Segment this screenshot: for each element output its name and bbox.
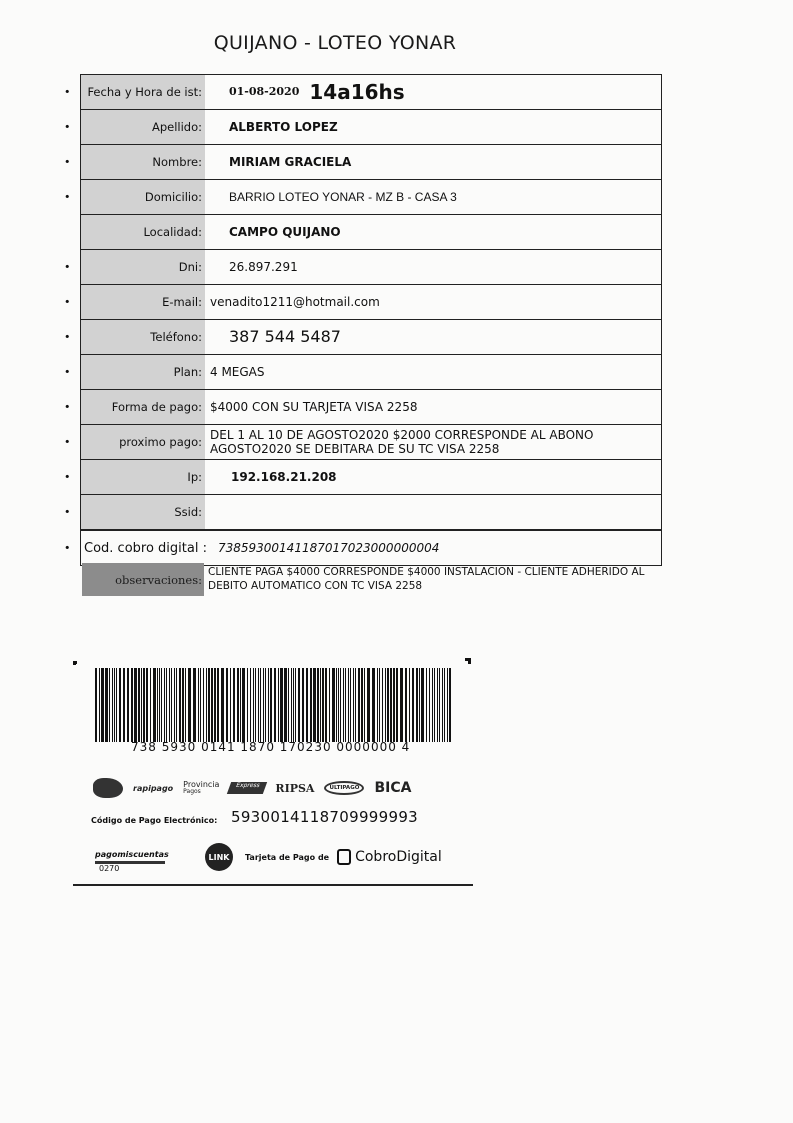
observaciones [82, 563, 672, 596]
barcode-bar [293, 668, 294, 742]
label-forma-pago: Forma de pago: [81, 390, 205, 424]
bullet: • [64, 505, 71, 519]
barcode-bar [217, 668, 219, 742]
barcode-bar [109, 668, 110, 742]
pago-electronico-code: 5930014118709999993 [231, 808, 419, 826]
row-plan [64, 355, 661, 390]
barcode-bar [203, 668, 204, 742]
barcode-bar [390, 668, 392, 742]
barcode-bar [434, 668, 435, 742]
barcode-bar [367, 668, 370, 742]
bullet: • [64, 400, 71, 414]
barcode-bar [123, 668, 125, 742]
barcode-bar [240, 668, 241, 742]
bullet: • [64, 190, 71, 204]
barcode-bar [409, 668, 410, 742]
document-title: QUIJANO - LOTEO YONAR [213, 32, 457, 54]
barcode-bar [164, 668, 165, 742]
row-ssid [64, 495, 661, 530]
barcode-bar [379, 668, 380, 742]
label-nombre: Nombre: [81, 145, 205, 179]
label-email: E-mail: [81, 285, 205, 319]
barcode-bar [143, 668, 145, 742]
barcode-bar [255, 668, 256, 742]
barcode-bar [119, 668, 121, 742]
barcode-bar [439, 668, 440, 742]
obs-line1: CLIENTE PAGA $4000 CORRESPONDE $4000 INSTALACION - CLIENTE ADHERIDO AL [208, 566, 645, 578]
barcode-bar [153, 668, 156, 742]
barcode-bar [295, 668, 296, 742]
barcode-bar [348, 668, 349, 742]
barcode-bar [260, 668, 261, 742]
barcode-bar [99, 668, 100, 742]
row-dni [64, 250, 661, 285]
barcode-bar [291, 668, 292, 742]
rapipago-logo: rapipago [133, 783, 174, 793]
provincia-sub: Pagos [183, 788, 201, 795]
coupon-number: 0270 [99, 864, 120, 873]
provincia-logo [183, 781, 219, 795]
bullet: • [64, 365, 71, 379]
barcode-bar [343, 668, 344, 742]
barcode-bar [284, 668, 287, 742]
row-apellido [64, 110, 661, 145]
barcode-bar [206, 668, 207, 742]
barcode-bar [169, 668, 170, 742]
label-proximo-pago: proximo pago: [81, 425, 205, 459]
barcode-bar [361, 668, 363, 742]
bullet: • [64, 260, 71, 274]
barcode-bar [310, 668, 312, 742]
value-observaciones [204, 563, 645, 596]
bullet: • [64, 155, 71, 169]
barcode-bar [159, 668, 160, 742]
barcode-bar [233, 668, 235, 742]
barcode-bar [114, 668, 115, 742]
barcode-bar [442, 668, 443, 742]
barcode-bar [444, 668, 445, 742]
barcode-bar [278, 668, 279, 742]
barcode-bar [350, 668, 351, 742]
barcode-bar [302, 668, 304, 742]
barcode-bar [112, 668, 113, 742]
value-domicilio: BARRIO LOTEO YONAR - MZ B - CASA 3 [229, 189, 457, 204]
row-ip [64, 460, 661, 495]
obs-line2: DEBITO AUTOMATICO CON TC VISA 2258 [208, 580, 423, 593]
label-apellido: Apellido: [81, 110, 205, 144]
row-cod-cobro [64, 530, 661, 565]
tarjeta-label: Tarjeta de Pago de [245, 852, 330, 862]
label-domicilio: Domicilio: [81, 180, 205, 214]
barcode-bar [426, 668, 427, 742]
value-apellido: ALBERTO LOPEZ [229, 119, 338, 134]
client-form [64, 74, 662, 566]
barcode-bar [146, 668, 148, 742]
label-localidad: Localidad: [81, 215, 205, 249]
barcode-bar [405, 668, 407, 742]
barcode-bar [393, 668, 395, 742]
value-cod-cobro: 7385930014118701702300000000​4 [217, 540, 440, 555]
barcode-bar [127, 668, 129, 742]
row-email [64, 285, 661, 320]
provincia-text: Provincia [183, 780, 220, 789]
pagomiscuentas-logo [95, 851, 187, 864]
label-telefono: Teléfono: [81, 320, 205, 354]
barcode-bar [193, 668, 196, 742]
row-nombre [64, 145, 661, 180]
barcode-bar [250, 668, 251, 742]
barcode-bar [382, 668, 383, 742]
label-dni: Dni: [81, 250, 205, 284]
barcode-bar [208, 668, 210, 742]
barcode-bar [322, 668, 324, 742]
barcode-bar [242, 668, 245, 742]
value-proximo-pago [205, 428, 661, 457]
bullet: • [64, 435, 71, 449]
barcode-bar [280, 668, 283, 742]
row-telefono [64, 320, 661, 355]
barcode-bar [116, 668, 117, 742]
barcode-bar [340, 668, 341, 742]
barcode-bar [270, 668, 272, 742]
ripsa-logo: RIPSA [275, 781, 315, 795]
barcode-bar [355, 668, 356, 742]
barcode-bar [449, 668, 451, 742]
value-localidad: CAMPO QUIJANO [229, 224, 341, 239]
value-fecha [205, 80, 661, 104]
pago-electronico-label: Código de Pago Electrónico: [91, 816, 218, 825]
barcode-bar [185, 668, 186, 742]
barcode-bar [214, 668, 216, 742]
barcode-bar [396, 668, 398, 742]
value-ip: 192.168.21.208 [231, 469, 337, 484]
cobrodigital-text: CobroDigital [355, 849, 442, 865]
barcode-bar [387, 668, 389, 742]
express-logo: Express [227, 782, 267, 794]
label-fecha: Fecha y Hora de ist: [81, 75, 205, 109]
row-forma-pago [64, 390, 661, 425]
barcode-bar [372, 668, 375, 742]
barcode-bar [432, 668, 433, 742]
barcode-bar [265, 668, 266, 742]
barcode [95, 668, 451, 742]
barcode-bar [101, 668, 104, 742]
barcode-bar [200, 668, 201, 742]
barcode-bar [230, 668, 231, 742]
barcode-bar [237, 668, 239, 742]
corner-mark [465, 658, 471, 664]
row-localidad [81, 215, 661, 250]
pagofacil-logo-icon [93, 778, 123, 798]
barcode-bar [105, 668, 108, 742]
barcode-bar [400, 668, 403, 742]
link-logo-icon: LINK [205, 843, 233, 871]
barcode-bar [171, 668, 172, 742]
bullet: • [64, 541, 71, 555]
row-fecha [64, 75, 661, 110]
barcode-bar [263, 668, 264, 742]
value-forma-pago: $4000 CON SU TARJETA VISA 2258 [210, 399, 418, 414]
value-hour: 14a16hs [309, 80, 405, 104]
value-dni: 26.897.291 [229, 259, 298, 274]
barcode-bar [188, 668, 191, 742]
barcode-bar [150, 668, 151, 742]
barcode-bar [131, 668, 133, 742]
bullet: • [64, 120, 71, 134]
proximo-line2: AGOSTO2020 SE DEBITARA DE SU TC VISA 2258 [210, 442, 500, 456]
barcode-bar [258, 668, 259, 742]
pagomiscuentas-text: pagomiscuentas [95, 849, 169, 859]
label-plan: Plan: [81, 355, 205, 389]
barcode-bar [221, 668, 224, 742]
barcode-bar [166, 668, 167, 742]
barcode-bar [141, 668, 142, 742]
label-observaciones: observaciones: [82, 563, 204, 596]
barcode-bar [198, 668, 199, 742]
barcode-bar [306, 668, 308, 742]
bullet: • [64, 85, 71, 99]
barcode-bar [134, 668, 137, 742]
barcode-bar [345, 668, 346, 742]
barcode-bar [325, 668, 327, 742]
barcode-digits: 738 5930 0141 1870 170230 0000000 4 [131, 740, 411, 754]
barcode-bar [329, 668, 330, 742]
barcode-bar [320, 668, 321, 742]
barcode-bar [412, 668, 414, 742]
bottom-logos [95, 842, 455, 872]
bica-logo: BICA [374, 780, 412, 796]
barcode-bar [179, 668, 181, 742]
barcode-bar [176, 668, 177, 742]
barcode-bar [274, 668, 276, 742]
barcode-bar [336, 668, 337, 742]
barcode-bar [421, 668, 424, 742]
barcode-bar [338, 668, 339, 742]
label-ssid: Ssid: [81, 495, 205, 529]
row-domicilio [64, 180, 661, 215]
barcode-bar [138, 668, 140, 742]
barcode-bar [447, 668, 448, 742]
barcode-bar [353, 668, 354, 742]
barcode-bar [157, 668, 158, 742]
cobrodigital-logo [337, 849, 442, 865]
label-cod-cobro: Cod. cobro digital : [84, 540, 207, 556]
barcode-bar [429, 668, 430, 742]
barcode-bar [253, 668, 254, 742]
barcode-bar [298, 668, 300, 742]
barcode-bar [416, 668, 418, 742]
cobrodigital-icon [337, 849, 351, 865]
proximo-line1: DEL 1 AL 10 DE AGOSTO2020 $2000 CORRESPONDE AL ABONO [210, 427, 594, 442]
barcode-bar [358, 668, 360, 742]
barcode-bar [247, 668, 248, 742]
payment-logos [93, 772, 473, 804]
barcode-bar [437, 668, 438, 742]
barcode-bar [419, 668, 420, 742]
label-ip: Ip: [81, 460, 205, 494]
barcode-bar [226, 668, 228, 742]
corner-mark [73, 661, 77, 665]
value-nombre: MIRIAM GRACIELA [229, 154, 352, 169]
barcode-bar [182, 668, 184, 742]
coupon-bottom-line [73, 884, 473, 886]
bullet: • [64, 295, 71, 309]
payment-coupon [73, 658, 473, 886]
barcode-bar [377, 668, 378, 742]
barcode-bar [288, 668, 289, 742]
bullet: • [64, 470, 71, 484]
value-plan: 4 MEGAS [210, 364, 265, 379]
barcode-bar [332, 668, 335, 742]
value-email: venadito1211@hotmail.com [210, 294, 380, 309]
barcode-bar [364, 668, 365, 742]
barcode-bar [317, 668, 319, 742]
bullet: • [64, 330, 71, 344]
barcode-bar [313, 668, 316, 742]
barcode-bar [174, 668, 175, 742]
barcode-bar [211, 668, 213, 742]
value-date: 01-08-2020 [229, 85, 300, 99]
row-proximo-pago [64, 425, 661, 460]
barcode-bar [385, 668, 386, 742]
barcode-bar [268, 668, 269, 742]
value-telefono: 387 544 5487 [229, 327, 341, 347]
barcode-bar [161, 668, 162, 742]
ultipago-logo: ULTIPAGO [324, 781, 364, 795]
barcode-bar [95, 668, 97, 742]
